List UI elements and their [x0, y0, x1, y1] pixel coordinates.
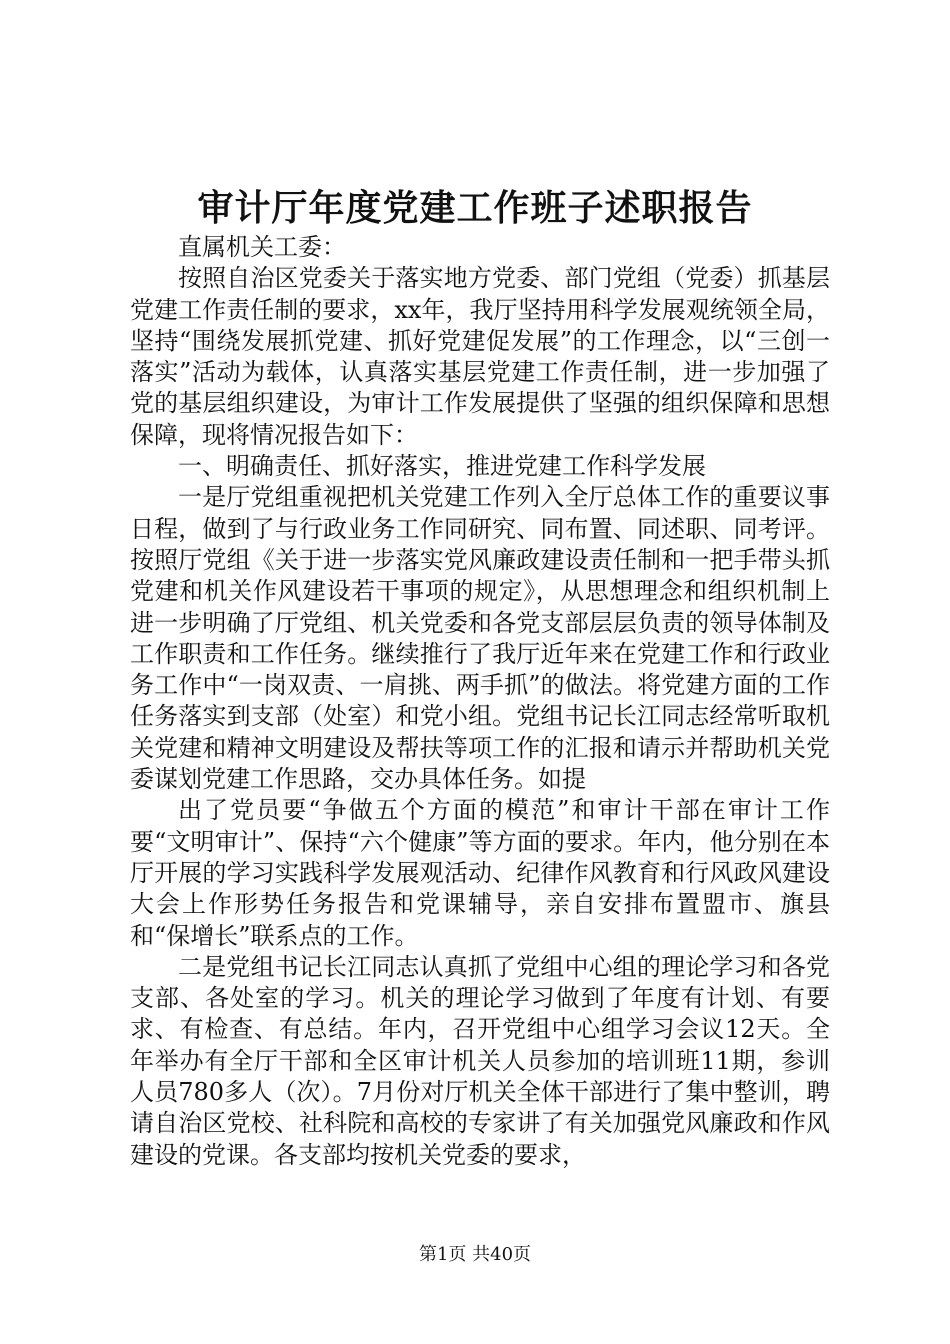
section-heading-1: 一、明确责任、抓好落实，推进党建工作科学发展: [178, 452, 706, 481]
paragraph-point-1-continued: 出了党员要“争做五个方面的模范”和审计干部在审计工作要“文明审计”、保持“六个健康”等方面的要求。年内，他分别在本厅开展的学习实践科学发展观活动、纪律作风教育和行风政风建设大会上作形势任务报告和党课辅导，亲自安排布置盟市、旗县和“保增长”联系点的工作。: [130, 796, 830, 950]
paragraph-intro: 按照自治区党委关于落实地方党委、部门党组（党委）抓基层党建工作责任制的要求，xx年，我厅坚持用科学发展观统领全局，坚持“围绕发展抓党建、抓好党建促发展”的工作理念，以“三创一落实”活动为载体，认真落实基层党建工作责任制，进一步加强了党的基层组织建设，为审计工作发展提供了坚强的组织保障和思想保障，现将情况报告如下：: [130, 264, 830, 449]
salutation: 直属机关工委：: [178, 233, 346, 261]
page-number: 第1页 共40页: [418, 1244, 532, 1265]
document-body: [130, 232, 830, 1171]
document-title: 审计厅年度党建工作班子述职报告: [197, 187, 753, 229]
paragraph-point-1: 一是厅党组重视把机关党建工作列入全厅总体工作的重要议事日程，做到了与行政业务工作同研究、同布置、同述职、同考评。按照厅党组《关于进一步落实党风廉政建设责任制和一把手带头抓党建和机关作风建设若干事项的规定》，从思想理念和组织机制上进一步明确了厅党组、机关党委和各党支部层层负责的领导体制及工作职责和工作任务。继续推行了我厅近年来在党建工作和行政业务工作中“一岗双责、一肩挑、两手抓”的做法。将党建方面的工作任务落实到支部（处室）和党小组。党组书记长江同志经常听取机关党建和精神文明建设及帮扶等项工作的汇报和请示并帮助机关党委谋划党建工作思路，交办具体任务。如提: [130, 483, 830, 794]
paragraph-point-2: 二是党组书记长江同志认真抓了党组中心组的理论学习和各党支部、各处室的学习。机关的理论学习做到了年度有计划、有要求、有检查、有总结。年内，召开党组中心组学习会议12天。全年举办有全厅干部和全区审计机关人员参加的培训班11期，参训人员780多人（次）。7月份对厅机关全体干部进行了集中整训，聘请自治区党校、社科院和高校的专家讲了有关加强党风廉政和作风建设的党课。各支部均按机关党委的要求，: [130, 952, 830, 1169]
